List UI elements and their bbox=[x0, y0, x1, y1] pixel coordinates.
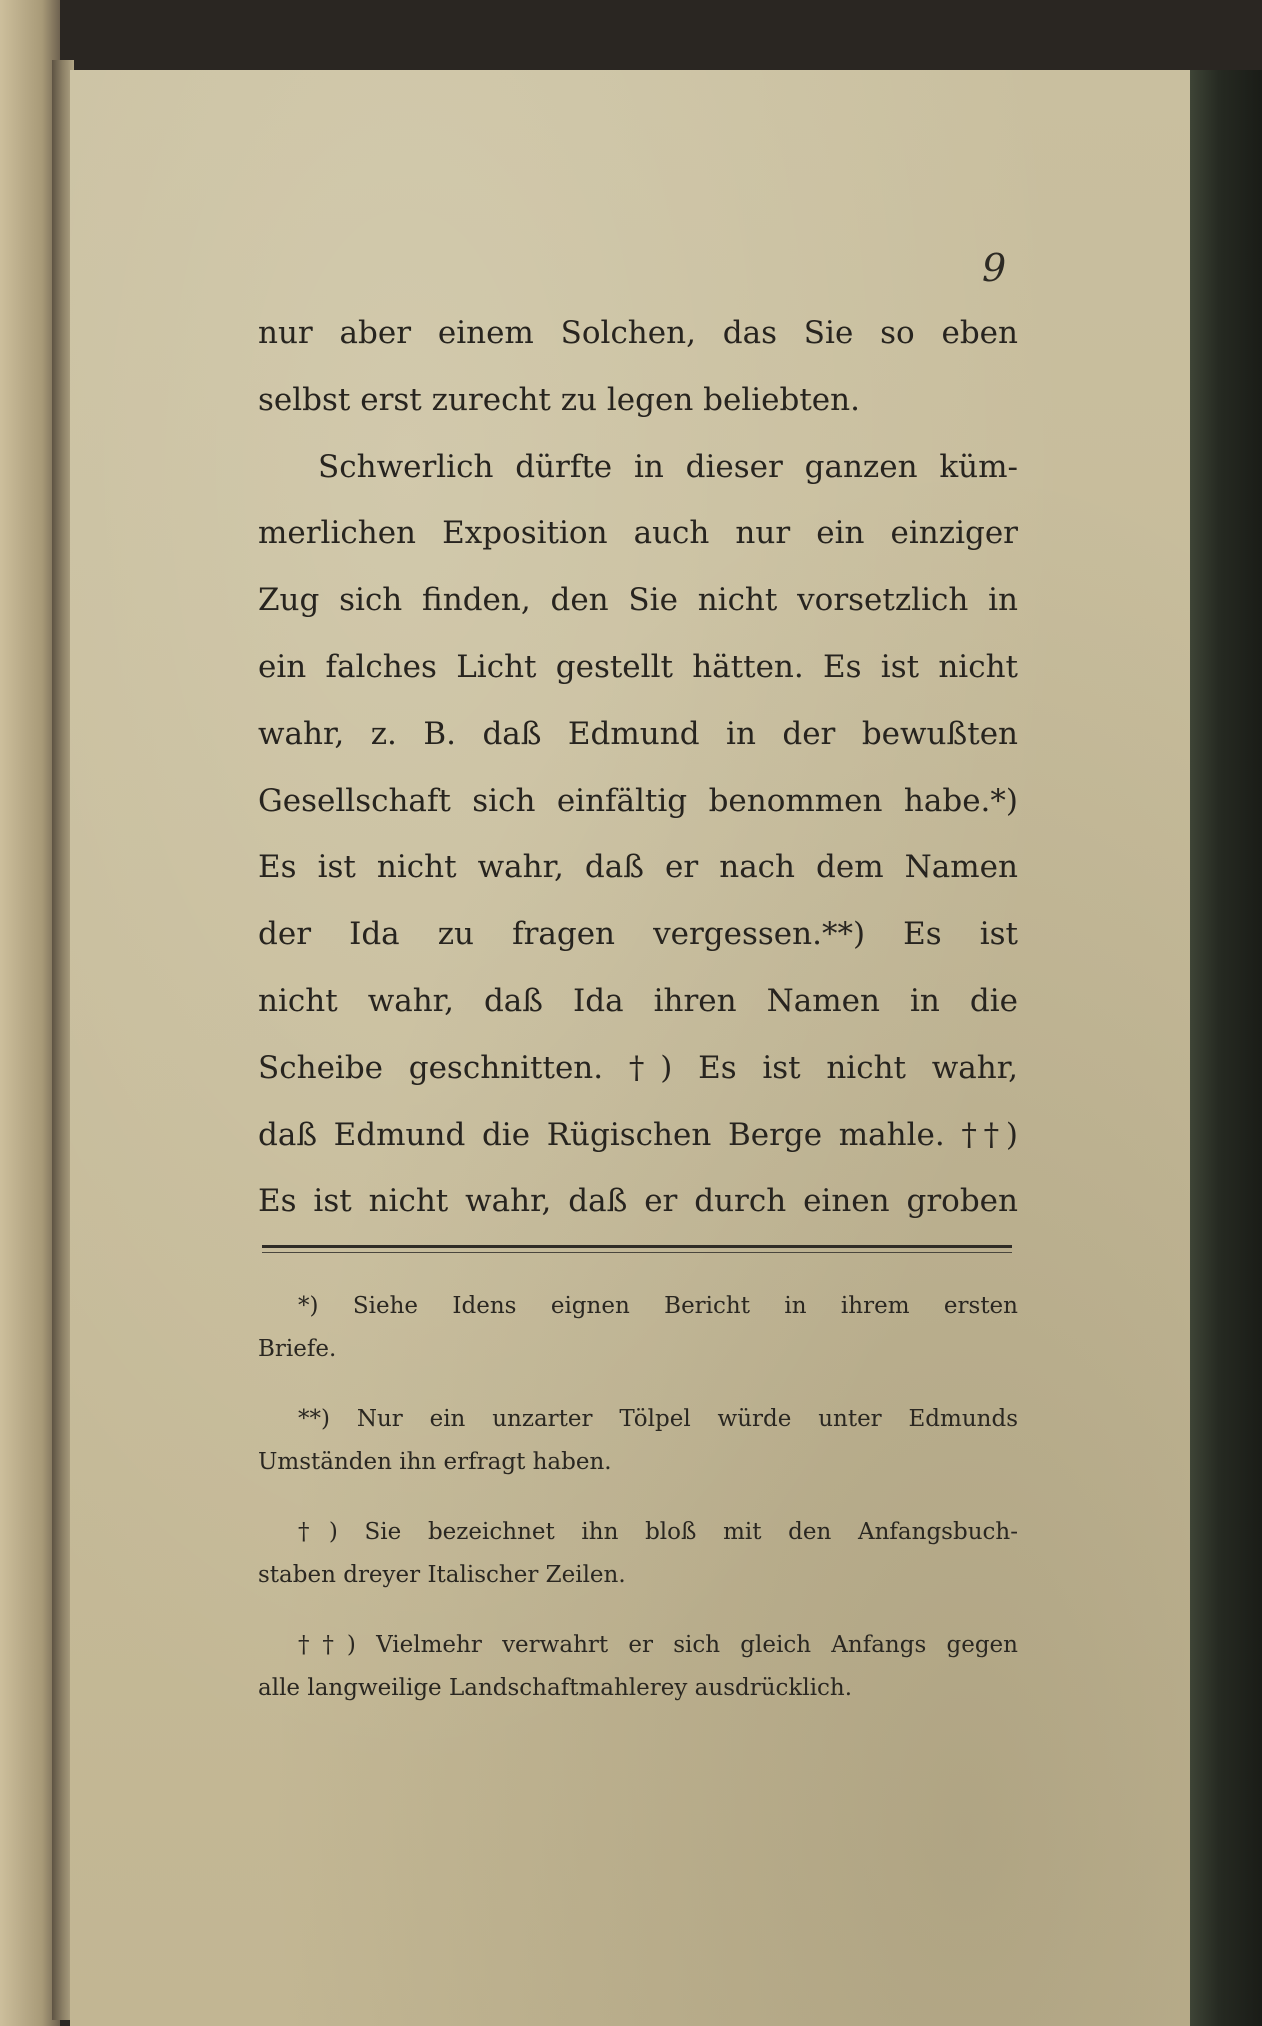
left-page-edge bbox=[0, 0, 60, 2026]
footnote-line: staben dreyer Italischer Zeilen. bbox=[258, 1562, 626, 1588]
footnote-line: ††) Vielmehr verwahrt er sich gleich Anfangs gegen bbox=[298, 1632, 1018, 1658]
footnote bbox=[258, 1511, 1018, 1597]
page-number: 9 bbox=[982, 246, 1007, 290]
text-line: Zug sich finden, den Sie nicht vorsetzlich in bbox=[258, 582, 1018, 619]
footnote-line: *) Siehe Idens eignen Bericht in ihrem ersten bbox=[298, 1293, 1018, 1319]
footnotes bbox=[258, 1285, 1018, 1737]
footnote-separator-rule bbox=[262, 1245, 1012, 1248]
body-text bbox=[258, 300, 1018, 1235]
footnote-line: Briefe. bbox=[258, 1336, 337, 1362]
text-line: Scheibe geschnitten. †) Es ist nicht wahr, bbox=[258, 1049, 1018, 1086]
text-line: merlichen Exposition auch nur ein einziger bbox=[258, 515, 1018, 552]
footnote-separator-rule-thin bbox=[262, 1252, 1012, 1253]
text-line: Gesellschaft sich einfältig benommen habe.*) bbox=[258, 782, 1018, 819]
text-line: nicht wahr, daß Ida ihren Namen in die bbox=[258, 982, 1018, 1019]
text-line: Es ist nicht wahr, daß er nach dem Namen bbox=[258, 849, 1018, 886]
footnote bbox=[258, 1285, 1018, 1371]
footnote bbox=[258, 1624, 1018, 1710]
footnote bbox=[258, 1398, 1018, 1484]
footnote-line: Umständen ihn erfragt haben. bbox=[258, 1449, 612, 1475]
text-line: Es ist nicht wahr, daß er durch einen groben bbox=[258, 1183, 1018, 1220]
footnote-line: †) Sie bezeichnet ihn bloß mit den Anfangsbuch- bbox=[298, 1519, 1018, 1545]
text-line: wahr, z. B. daß Edmund in der bewußten bbox=[258, 715, 1018, 752]
footnote-line: **) Nur ein unzarter Tölpel würde unter Edmunds bbox=[298, 1406, 1018, 1432]
book-cover-edge bbox=[1190, 70, 1262, 2026]
text-line: der Ida zu fragen vergessen.**) Es ist bbox=[258, 916, 1018, 953]
footnote-line: alle langweilige Landschaftmahlerey ausdrücklich. bbox=[258, 1675, 853, 1701]
text-line: ein falches Licht gestellt hätten. Es ist nicht bbox=[258, 648, 1018, 685]
text-line: daß Edmund die Rügischen Berge mahle. ††) bbox=[258, 1116, 1018, 1153]
text-line: nur aber einem Solchen, das Sie so eben bbox=[258, 315, 1018, 351]
text-line: selbst erst zurecht zu legen beliebten. bbox=[258, 381, 860, 418]
text-line: Schwerlich dürfte in dieser ganzen küm- bbox=[318, 448, 1018, 485]
